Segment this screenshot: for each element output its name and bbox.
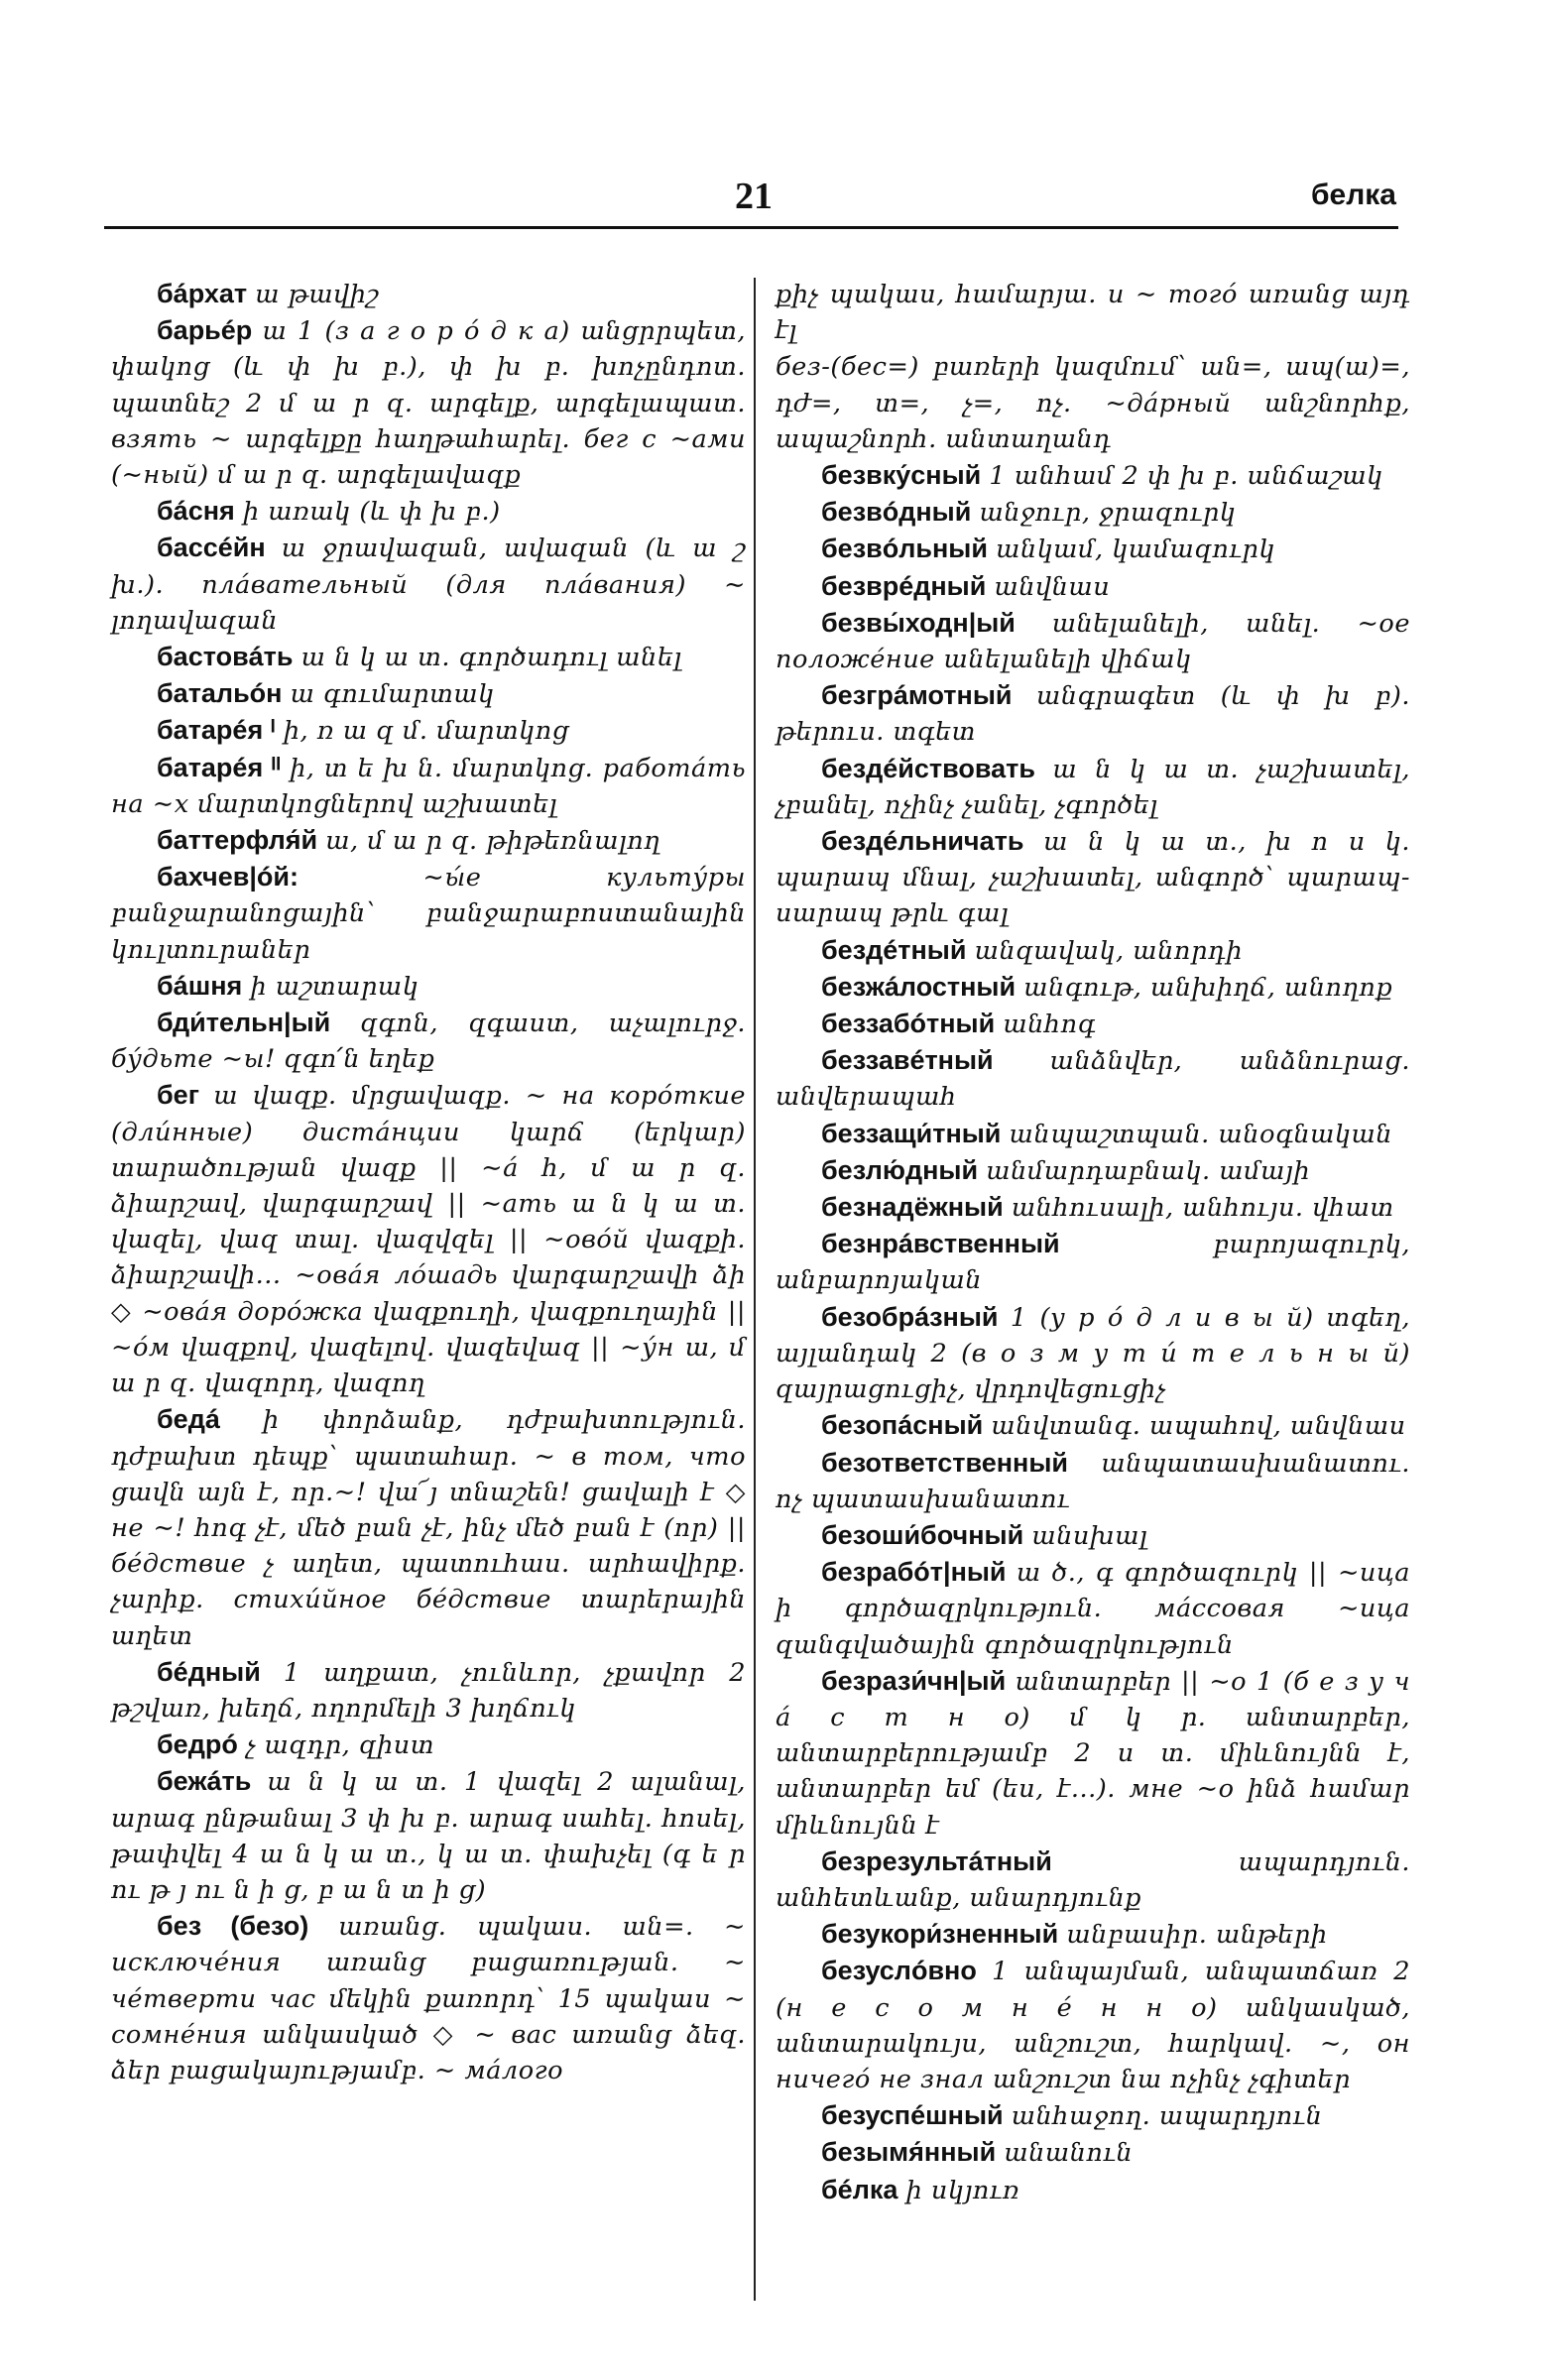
entry-headword: безопáсный <box>821 1410 984 1441</box>
dictionary-entry <box>111 712 746 749</box>
entry-translation: անվնաս <box>994 571 1111 602</box>
dictionary-entry <box>111 675 746 712</box>
entry-headword: безымя́нный <box>821 2137 997 2168</box>
entry-translation: անգութ, անխիղճ, անողոք <box>1023 972 1393 1003</box>
entry-translation: ա ն կ ա տ. 1 վազել 2 ալանալ, արագ ընթանալ 3 փ խ բ. արագ սահել. հոսել, թափվել 4 ա ն կ ա տ., կ ա տ. փախչել (գ ե ր ու թ յ ու ն ի ց, բ ա ն տ ի ց) <box>111 1767 746 1905</box>
dictionary-entry <box>776 2172 1410 2208</box>
dictionary-entry <box>776 1844 1410 1916</box>
entry-translation: ա, մ ա ր զ. թիթեռնալող <box>325 826 661 857</box>
entry-translation: ի, ռ ա զ մ. մարտկոց <box>283 716 569 747</box>
dictionary-entry <box>111 1654 746 1726</box>
dictionary-entry <box>776 1299 1410 1408</box>
dictionary-entry <box>111 1908 746 2088</box>
entry-headword: без (безо) <box>157 1911 309 1942</box>
entry-headword: бахчев|óй: <box>157 862 299 892</box>
entry-headword: безжáлостный <box>821 971 1017 1002</box>
dictionary-entry <box>776 1189 1410 1226</box>
entry-translation: ապարդյուն. անհետևանք, անարդյունք <box>776 1846 1410 1913</box>
dictionary-entry <box>111 822 746 859</box>
dictionary-entry <box>776 677 1410 750</box>
entry-headword: безгрáмотный <box>821 680 1013 711</box>
entry-headword: бáрхат <box>157 279 248 308</box>
entry-translation: զգոն, զգաստ, աչալուրջ. бу́дьте ∼ы! զգո՛ն եղեք <box>111 1009 746 1075</box>
entry-translation: անվտանգ. ապահով, անվնաս <box>991 1411 1406 1442</box>
entry-translation: առանց. պակաս. ան=. ∼ исключéния առանց բացառության. ∼ чéтверти час մեկին քառորդ՝ 15 պակաս ∼ сомнéния անկասկած ◇ ∼ вас առանց ձեզ. ձեր բացակայությամբ. ∼ мáлого <box>111 1912 746 2085</box>
entry-headword: барьéр <box>157 315 253 346</box>
entry-translation: անկամ, կամազուրկ <box>996 535 1275 565</box>
dictionary-entry <box>111 312 746 493</box>
dictionary-entry <box>776 1953 1410 2097</box>
entry-headword: безоши́бочный <box>821 1519 1024 1550</box>
dictionary-entry <box>111 968 746 1005</box>
entry-translation: անպատասխանատու. ոչ պատասխանատու <box>776 1448 1410 1514</box>
entry-headword: безрабóт|ный <box>821 1557 1007 1588</box>
dictionary-entry <box>776 1517 1410 1554</box>
dictionary-entry <box>776 1663 1410 1844</box>
entry-headword: баттерфля́й <box>157 825 318 856</box>
entry-headword: бéдный <box>157 1656 261 1687</box>
entry-headword: безрази́чн|ый <box>821 1665 1007 1696</box>
entry-translation: ա գումարտակ <box>290 679 495 710</box>
entry-translation: ա ծ., գ գործազուրկ || ∼ица ի գործազրկություն. мáссовая ∼ица զանգվածային գործազրկություն <box>776 1558 1411 1660</box>
right-column <box>776 276 1410 2208</box>
entry-headword: бежáть <box>157 1766 252 1797</box>
entry-headword: батальóн <box>157 678 283 709</box>
dictionary-entry <box>776 494 1410 531</box>
entry-translation: ի, տ ե խ ն. մարտկոց. работáть на ∼х մարտկոցներով աշխատել <box>111 753 747 819</box>
entry-headword: безуслóвно <box>821 1956 977 1986</box>
entry-headword: беззащи́тный <box>821 1118 1002 1148</box>
dictionary-entry <box>776 1445 1410 1517</box>
page-number: 21 <box>735 176 773 217</box>
entry-translation: անմարդաբնակ. ամայի <box>986 1155 1311 1186</box>
dictionary-entry <box>111 639 746 675</box>
entry-translation: без-(бес=) բառերի կազմում՝ ան=, ապ(ա)=, դժ=, տ=, չ=, ոչ. ∼дáрный անշնորհք, ապաշնորհ. անտաղանդ <box>776 352 1410 454</box>
entry-translation: ∼ы́е культу́ры բանջարանոցային՝ բանջարաբոստանային կուլտուրաներ <box>111 863 747 965</box>
entry-translation: անհաջող. ապարդյուն <box>1011 2101 1323 2132</box>
entry-translation: 1 (у р ó д л и в ы й) տգեղ, այլանդակ 2 (в о з м у т и́ т е л ь н ы й) զայրացուցիչ, վրդովեցուցիչ <box>776 1302 1411 1405</box>
dictionary-entry <box>776 1152 1410 1189</box>
entry-headword: бáсня <box>157 496 235 527</box>
entry-headword: бéлка <box>821 2174 898 2204</box>
entry-translation: ա ջրավազան, ավազան (և ա շ խ.). плáвательный (для плáвания) ∼ լողավազան <box>111 534 746 636</box>
entry-headword: безукори́зненный <box>821 1919 1059 1950</box>
entry-headword: бедá <box>157 1404 220 1435</box>
entry-translation: անհուսալի, անհույս. վհատ <box>1011 1193 1394 1224</box>
entry-headword: безвы́ходн|ый <box>821 607 1016 638</box>
entry-translation: ա ն կ ա տ. չաշխատել, չբանել, ոչինչ չանել, չգործել <box>776 754 1410 820</box>
dictionary-entry <box>776 751 1410 823</box>
dictionary-entry <box>776 531 1410 567</box>
entry-headword: бастовáть <box>157 642 294 672</box>
entry-headword: бег <box>157 1080 199 1111</box>
dictionary-entry <box>111 530 746 639</box>
dictionary-entry <box>776 568 1410 605</box>
entry-translation: 1 անհամ 2 փ խ բ. անճաշակ <box>989 461 1383 492</box>
entry-headword: бди́тельн|ый <box>157 1008 331 1038</box>
dictionary-entry <box>111 1763 746 1908</box>
entry-translation: անջուր, ջրազուրկ <box>979 498 1237 529</box>
dictionary-entry <box>776 605 1410 677</box>
entry-headword: бассéйн <box>157 533 266 563</box>
entry-translation: ի փորձանք, դժբախտություն. դժբախտ դեպք՝ պատահար. ∼ в том, что ցավն այն է, որ.∼! վա՜յ տնաշեն! ցավալի է ◇ не ∼! հոգ չէ, մեծ բան չէ, ինչ մեծ բան է (որ) || бéдствие չ աղետ, պատուհաս. արհավիրք. չարիք. стихи́йное бéдствие տարերային աղետ <box>111 1405 746 1651</box>
entry-headword: безвóдный <box>821 497 972 528</box>
dictionary-entry <box>776 969 1410 1006</box>
dictionary-entry <box>776 276 1410 348</box>
entry-translation: անձնվեր, անձնուրաց. անվերապահ <box>776 1046 1410 1113</box>
left-column <box>111 276 746 2088</box>
entry-headword: бедрó <box>157 1729 238 1760</box>
entry-translation: անզավակ, անորդի <box>974 935 1243 966</box>
entry-headword: батарéя ᴵ <box>157 715 276 746</box>
dictionary-entry <box>111 1077 746 1401</box>
dictionary-entry <box>776 1226 1410 1298</box>
entry-headword: безвку́сный <box>821 460 982 491</box>
entry-translation: ի սկյուռ <box>905 2175 1020 2205</box>
dictionary-entry <box>776 1042 1410 1115</box>
entry-translation: ա ն կ ա տ. գործադուլ անել <box>300 643 682 673</box>
dictionary-entry <box>776 1116 1410 1152</box>
entry-translation: անսխալ <box>1031 1520 1148 1551</box>
entry-headword: безобрáзный <box>821 1301 999 1332</box>
dictionary-entry <box>111 1005 746 1077</box>
entry-translation: ա ն կ ա տ., խ ո ս կ. պարապ մնալ, չաշխատել, անգործ՝ պարապ-սարապ թրև գալ <box>776 827 1411 929</box>
entry-translation: 1 անպայման, անպատճառ 2 (н е с о м н é н н о) անկասկած, անտարակույս, անշուշտ, հարկավ. ∼, он ничегó не знал անշուշտ նա ոչինչ չգիտեր <box>776 1957 1410 2094</box>
dictionary-entry <box>776 1916 1410 1953</box>
dictionary-entry <box>111 859 746 968</box>
dictionary-entry <box>776 823 1410 932</box>
entry-headword: батарéя ᴵᴵ <box>157 752 282 782</box>
dictionary-entry <box>111 276 746 312</box>
entry-headword: бездéтный <box>821 934 967 965</box>
column-divider <box>754 278 756 2301</box>
entry-headword: бáшня <box>157 970 243 1001</box>
entry-headword: беззабóтный <box>821 1009 996 1039</box>
dictionary-entry <box>776 1554 1410 1663</box>
dictionary-entry <box>776 348 1410 457</box>
entry-headword: безнрáвственный <box>821 1229 1060 1259</box>
dictionary-entry <box>111 1401 746 1653</box>
entry-translation: քիչ պակաս, համարյա. и ∼ тогó առանց այդ էլ <box>776 280 1410 346</box>
dictionary-entry <box>776 2134 1410 2171</box>
dictionary-entry <box>776 1006 1410 1042</box>
dictionary-entry <box>111 750 746 822</box>
entry-translation: ի առակ (և փ խ բ.) <box>242 497 501 528</box>
entry-headword: безрезультáтный <box>821 1845 1052 1876</box>
entry-headword: безлю́дный <box>821 1154 979 1185</box>
entry-headword: бездéйствовать <box>821 753 1035 783</box>
entry-headword: безвóльный <box>821 534 988 564</box>
dictionary-entry <box>776 2097 1410 2134</box>
dictionary-entry <box>776 457 1410 494</box>
entry-translation: անանուն <box>1004 2138 1134 2169</box>
entry-translation: ա 1 (з а г о р о́ д к а) անցրրպետ, փակոց (և փ խ բ.), փ խ բ. խոչընդոտ. պատնեշ 2 մ ա ր զ. արգելք, արգելապատ. взять ∼ արգելքը հաղթահարել. бег с ∼ами (∼ный) մ ա ր զ. արգելավազք <box>111 316 746 491</box>
entry-translation: անգրագետ (և փ խ բ). թերուս. տգետ <box>776 681 1411 748</box>
entry-translation: ա վազք. մրցավազք. ∼ на корóткие (дли́нные) дистáнции կարճ (երկար) տարածության վազք || ∼á հ, մ ա ր զ. ձիարշավ, վարգարշավ || ∼ать ա ն կ ա տ. վազել, վազ տալ. վազվզել || ∼овóй վազքի. ձիարշավի... ∼овáя лóшадь վարգարշավի ձի ◇ ∼овáя дорóжка վազքուղի, վազքուղային || ∼óм վազքով, վազելով. վազեվազ || ∼у́н ա, մ ա ր զ. վազորդ, վազող <box>111 1081 746 1399</box>
entry-headword: безнадёжный <box>821 1192 1004 1223</box>
entry-headword: беззавéтный <box>821 1045 994 1076</box>
dictionary-entry <box>111 1726 746 1763</box>
header-rule <box>104 226 1398 229</box>
entry-translation: բարոյազուրկ, անբարոյական <box>776 1230 1410 1296</box>
entry-headword: безответственный <box>821 1447 1069 1478</box>
entry-translation: անտարբեր || ∼о 1 (б е з у ч á с т н о) մ կ ր. անտարբեր, անտարբերությամբ 2 ս տ. միևնույնն է, անտարբեր եմ (ես, է...). мне ∼о ինձ համար միևնույնն է <box>776 1666 1411 1841</box>
entry-headword: безуспéшный <box>821 2100 1004 2131</box>
entry-translation: ա թավիշ <box>255 280 379 309</box>
entry-translation: չ ազդր, զիստ <box>245 1730 434 1761</box>
entry-translation: անբասիր. անթերի <box>1066 1920 1328 1951</box>
entry-translation: ի աշտարակ <box>250 971 419 1002</box>
entry-headword: безврéдный <box>821 570 987 601</box>
entry-translation: 1 աղքատ, չունևոր, չքավոր 2 թշվառ, խեղճ, ողորմելի 3 խղճուկ <box>111 1657 746 1724</box>
dictionary-entry <box>776 1407 1410 1444</box>
running-head: белка <box>1311 178 1396 211</box>
entry-translation: անպաշտպան. անօգնական <box>1009 1119 1393 1149</box>
dictionary-entry <box>111 493 746 530</box>
entry-translation: անելանելի, անել. ∼ое положéние անելանելի վիճակ <box>776 608 1410 675</box>
entry-headword: бездéльничать <box>821 826 1024 857</box>
dictionary-entry <box>776 932 1410 969</box>
entry-translation: անհոգ <box>1003 1010 1097 1040</box>
